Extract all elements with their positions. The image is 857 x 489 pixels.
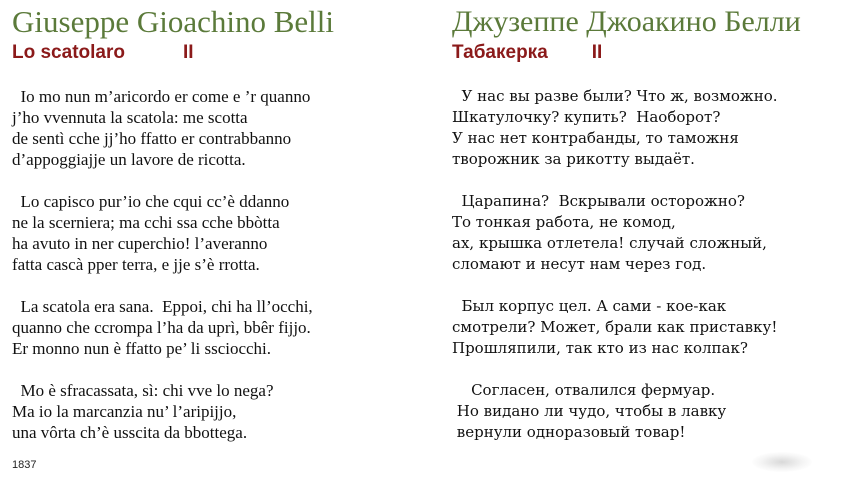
poem-line: ne la scerniera; ma cchi ssa cche bbòtta xyxy=(12,213,280,232)
poem-line: ах, крышка отлетела! случай сложный, xyxy=(452,234,767,252)
stanza xyxy=(452,191,852,275)
poem-line: вернули одноразовый товар! xyxy=(452,423,686,441)
stanza xyxy=(452,380,852,443)
poem-line: То тонкая работа, не комод, xyxy=(452,213,676,231)
poem-title-row xyxy=(452,42,852,64)
poem-line: Шкатулочку? купить? Наоборот? xyxy=(452,108,721,126)
poem-line: У нас вы разве были? Что ж, возможно. xyxy=(452,87,778,105)
poem-line: смотрели? Может, брали как приставку! xyxy=(452,318,778,336)
poem-line: Согласен, отвалился фермуар. xyxy=(452,381,716,399)
sonnet-number: II xyxy=(182,42,194,63)
year-label: 1837 xyxy=(12,459,37,471)
sonnet-number: II xyxy=(591,42,603,63)
poem-line: de sentì cche jj’ho ffatto er contrabbanno xyxy=(12,129,292,148)
poem-line: Lo capisco pur’io che cqui cc’è ddanno xyxy=(12,192,290,211)
russian-column xyxy=(452,0,852,464)
faint-mark xyxy=(752,452,812,472)
poem-line: Царапина? Вскрывали осторожно? xyxy=(452,192,745,210)
poem-line: У нас нет контрабанды, то таможня xyxy=(452,129,739,147)
poem-body xyxy=(452,86,852,443)
poem-line: La scatola era sana. Eppoi, chi ha ll’occhi, xyxy=(12,297,313,316)
stanza xyxy=(452,86,852,170)
author-name: Джузеппе Джоакино Белли xyxy=(452,5,801,38)
poem-line: Прошляпили, так кто из нас колпак? xyxy=(452,339,748,357)
poem-line: j’ho vvennuta la scatola: me scotta xyxy=(12,108,248,127)
stanza xyxy=(452,296,852,359)
poem-line: una vôrta ch’è usscita da bbottega. xyxy=(12,423,248,442)
poem-line: ha avuto in ner cuperchio! l’averanno xyxy=(12,234,268,253)
stanza xyxy=(12,191,432,275)
poem-title: Табакерка xyxy=(452,42,548,63)
stanza xyxy=(12,86,432,170)
author-name: Giuseppe Gioachino Belli xyxy=(12,4,334,39)
poem-line: d’appoggiajje un lavore de ricotta. xyxy=(12,150,246,169)
poem-line: fatta cascà pper terra, e jje s’è rrotta. xyxy=(12,255,260,274)
poem-line: Er monno nun è ffatto pe’ li ssciocchi. xyxy=(12,339,272,358)
poem-line: Io mo nun m’aricordo er come e ’r quanno xyxy=(12,87,311,106)
poem-title-row xyxy=(12,42,432,64)
poem-line: quanno che ccrompa l’ha da uprì, bbêr fijjo. xyxy=(12,318,311,337)
poem-body xyxy=(12,86,432,443)
italian-column xyxy=(12,0,432,464)
poem-line: Был корпус цел. А сами - кое-как xyxy=(452,297,727,315)
poem-line: Но видано ли чудо, чтобы в лавку xyxy=(452,402,727,420)
poem-line: Mo è sfracassata, sì: chi vve lo nega? xyxy=(12,381,274,400)
stanza xyxy=(12,380,432,443)
poem-line: сломают и несут нам через год. xyxy=(452,255,707,273)
poem-title: Lo scatolaro xyxy=(12,42,125,63)
poem-line: творожник за рикотту выдаёт. xyxy=(452,150,695,168)
poem-line: Ma io la marcanzia nu’ l’aripijjo, xyxy=(12,402,237,421)
stanza xyxy=(12,296,432,359)
